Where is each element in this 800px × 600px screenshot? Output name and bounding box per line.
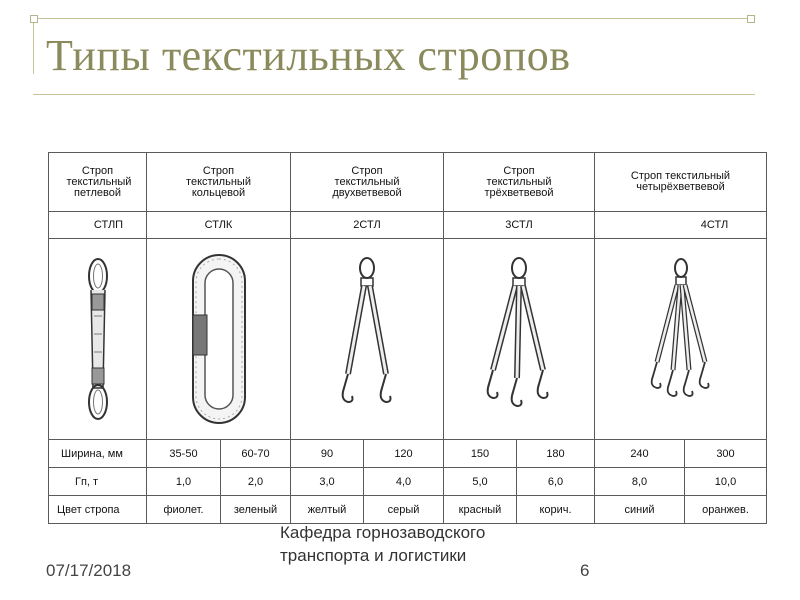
table-cell: 300 <box>685 440 767 468</box>
table-cell: 3,0 <box>291 468 364 496</box>
image-cell <box>49 239 147 440</box>
table-cell: 240 <box>595 440 685 468</box>
table-cell: оранжев. <box>685 496 767 524</box>
table-cell: желтый <box>291 496 364 524</box>
table-cell: 35-50 <box>147 440 221 468</box>
image-cell <box>291 239 444 440</box>
image-cell <box>444 239 595 440</box>
frame-corner-right <box>747 15 755 23</box>
table-cell: зеленый <box>221 496 291 524</box>
header-cell-ring: Строп текстильный кольцевой <box>147 153 291 212</box>
table-cell: серый <box>364 496 444 524</box>
table-cell: 60-70 <box>221 440 291 468</box>
table-cell: 120 <box>364 440 444 468</box>
frame-title-underline <box>33 94 755 95</box>
table-cell: 5,0 <box>444 468 517 496</box>
table-cell: 150 <box>444 440 517 468</box>
two-leg-sling-icon <box>322 254 412 424</box>
table-cell: 2,0 <box>221 468 291 496</box>
ring-sling-icon <box>179 249 259 429</box>
table-cell: красный <box>444 496 517 524</box>
code-cell: СТЛК <box>147 212 291 239</box>
color-row <box>49 496 767 524</box>
code-cell: СТЛП <box>49 212 147 239</box>
frame-left-line <box>33 18 34 74</box>
header-cell-two-leg: Строп текстильный двухветвевой <box>291 153 444 212</box>
table-cell: 8,0 <box>595 468 685 496</box>
code-cell: 3СТЛ <box>444 212 595 239</box>
table-cell: 6,0 <box>517 468 595 496</box>
sling-types-table <box>48 152 767 524</box>
header-cell-three-leg: Строп текстильный трёхветвевой <box>444 153 595 212</box>
table-cell: фиолет. <box>147 496 221 524</box>
three-leg-sling-icon <box>469 254 569 424</box>
slide-title: Типы текстильных стропов <box>46 31 571 80</box>
frame-top-line <box>30 18 752 19</box>
table-cell: 180 <box>517 440 595 468</box>
image-cell <box>595 239 767 440</box>
table-cell: синий <box>595 496 685 524</box>
code-cell: 4СТЛ <box>595 212 767 239</box>
table-cell: 10,0 <box>685 468 767 496</box>
page-number: 6 <box>580 561 590 580</box>
table-cell: 90 <box>291 440 364 468</box>
row-label: Гп, т <box>49 468 147 496</box>
image-cell <box>147 239 291 440</box>
frame-corner-left <box>30 15 38 23</box>
code-cell: 2СТЛ <box>291 212 444 239</box>
four-leg-sling-icon <box>631 254 731 424</box>
header-cell-four-leg: Строп текстильный четырёхветвевой <box>595 153 767 212</box>
table-cell: 4,0 <box>364 468 444 496</box>
row-label: Цвет стропа <box>49 496 147 524</box>
capacity-row <box>49 468 767 496</box>
slide-date: 07/17/2018 <box>46 561 132 580</box>
department-name: Кафедра горнозаводского транспорта и логистики <box>280 523 486 565</box>
table-cell: корич. <box>517 496 595 524</box>
row-label: Ширина, мм <box>49 440 147 468</box>
width-row <box>49 440 767 468</box>
image-row <box>49 239 767 440</box>
header-row <box>49 153 767 212</box>
loop-sling-icon <box>73 254 123 424</box>
code-row <box>49 212 767 239</box>
table-cell: 1,0 <box>147 468 221 496</box>
header-cell-loop: Строп текстильный петлевой <box>49 153 147 212</box>
